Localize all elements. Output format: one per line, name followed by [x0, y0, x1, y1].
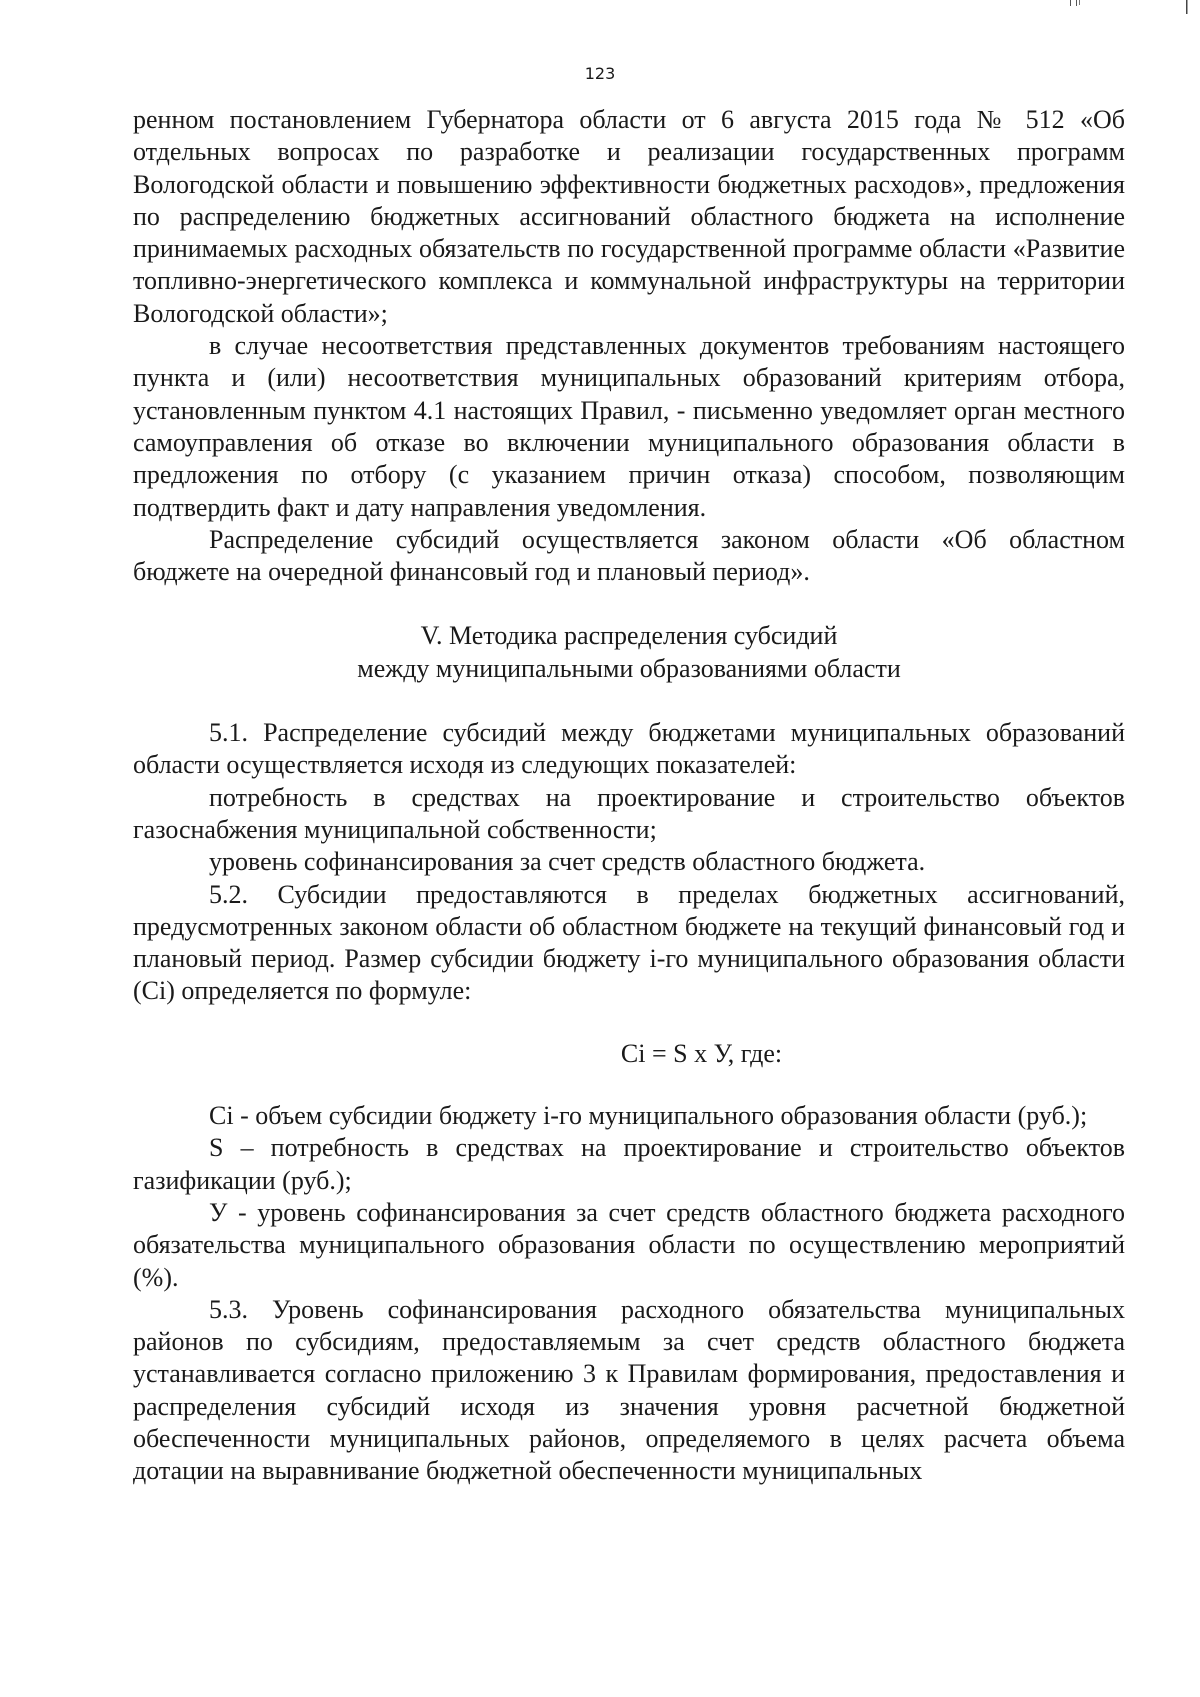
- paragraph-indicator-cofinancing: уровень софинансирования за счет средств областного бюджета.: [209, 847, 926, 877]
- paragraph-continuation: ренном постановлением Губернатора области от 6 августа 2015 года № 512 «Об отдельных вопросах по разработке и реализации государственных программ Вологодской области и повышению эффективности бюджетных расходов», предложения по распределению бюджетных ассигнований областного бюджета на исполнение принимаемых расходных обязательств по государственной программе области «Развитие топливно-энергетического комплекса и коммунальной инфраструктуры на территории Вологодской области»;: [133, 105, 1125, 328]
- scan-edge-marks: [1070, 0, 1200, 14]
- definition-u: У - уровень софинансирования за счет средств областного бюджета расходного обязательства муниципального образования области по осуществлению мероприятий (%).: [133, 1197, 1125, 1292]
- paragraph-5-1: 5.1. Распределение субсидий между бюджетами муниципальных образований области осуществляется исходя из следующих показателей:: [133, 718, 1125, 780]
- paragraph-refusal-notice: в случае несоответствия представленных документов требованиям настоящего пункта и (или) несоответствия муниципальных образований критериям отбора, установленным пунктом 4.1 настоящих Правил, - письменно уведомляет орган местного самоуправления об отказе во включении муниципального образования области в предложения по отбору (с указанием причин отказа) способом, позволяющим подтвердить факт и дату направления уведомления.: [133, 331, 1125, 522]
- definition-s: S – потребность в средствах на проектирование и строительство объектов газификации (руб.);: [133, 1133, 1125, 1195]
- document-body: [133, 104, 1125, 1488]
- paragraph-5-3: 5.3. Уровень софинансирования расходного обязательства муниципальных районов по субсидиям, предоставляемым за счет средств областного бюджета устанавливается согласно приложению 3 к Правилам формирования, предоставления и распределения субсидий исходя из значения уровня расчетной бюджетной обеспеченности муниципальных районов, определяемого в целях расчета объема дотации на выравнивание бюджетной обеспеченности муниципальных: [133, 1294, 1125, 1486]
- subsidy-formula: Ci = S x У, где:: [620, 1038, 783, 1068]
- paragraph-5-2: 5.2. Субсидии предоставляются в пределах бюджетных ассигнований, предусмотренных законом области об областном бюджете на текущий финансовый год и плановый период. Размер субсидии бюджету i-го муниципального образования области (Ci) определяется по формуле:: [133, 879, 1125, 1006]
- paragraph-subsidy-distribution: Распределение субсидий осуществляется законом области «Об областном бюджете на очередной финансовый год и плановый период».: [133, 524, 1125, 587]
- section-heading-line-2: между муниципальными образованиями области: [357, 653, 901, 683]
- section-heading-line-1: V. Методика распределения субсидий: [420, 621, 838, 651]
- paragraph-indicator-need: потребность в средствах на проектирование и строительство объектов газоснабжения муниципальной собственности;: [133, 782, 1125, 844]
- definition-ci: Ci - объем субсидии бюджету i-го муниципального образования области (руб.);: [209, 1101, 1088, 1131]
- section-heading: [133, 620, 1125, 685]
- page-number: 123: [584, 64, 616, 83]
- scan-edge-marks-graphic: [1070, 0, 1200, 14]
